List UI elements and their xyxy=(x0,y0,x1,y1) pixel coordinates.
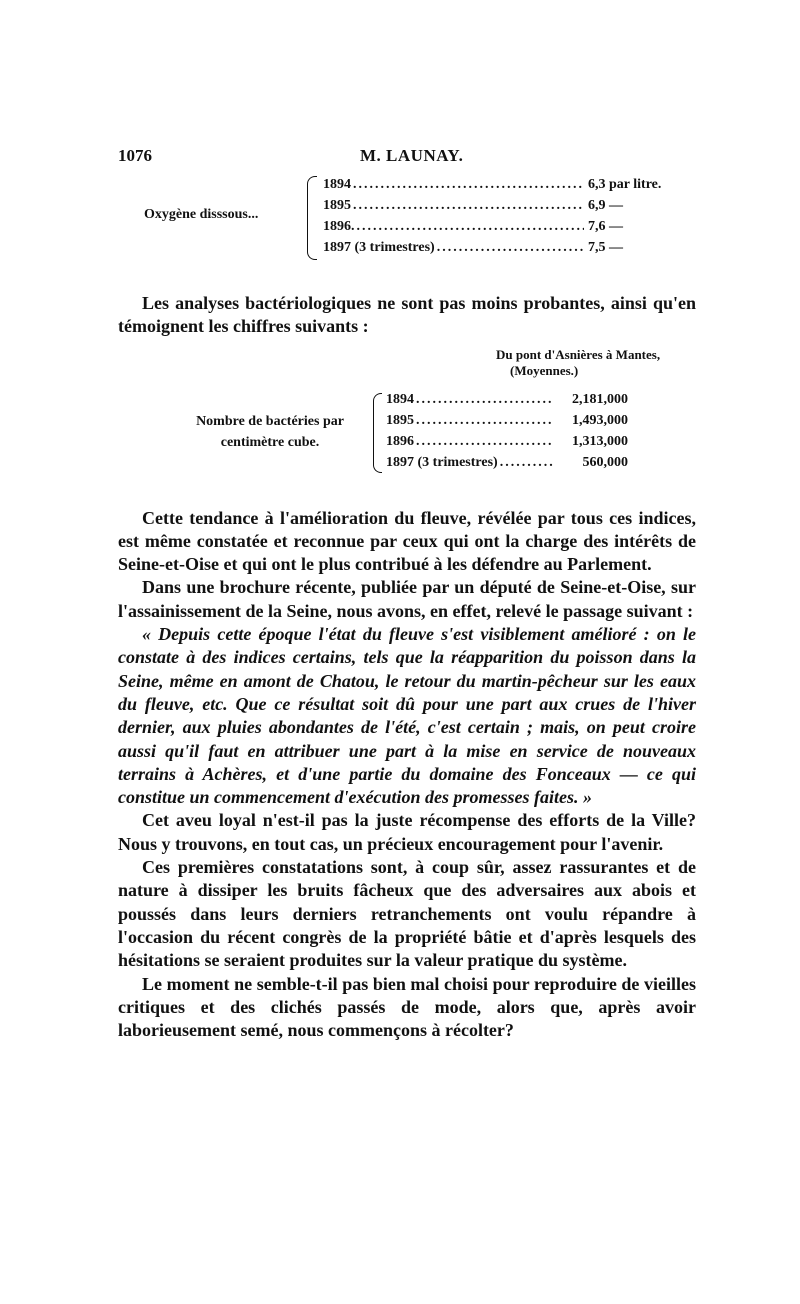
oxygen-table xyxy=(118,176,696,268)
row-value: 7,6 — xyxy=(588,219,623,234)
leader-dots xyxy=(416,389,554,410)
leader-dots xyxy=(500,452,554,473)
bacteria-table-rows xyxy=(386,389,628,473)
oxygen-table-rows xyxy=(323,174,696,258)
column-header-line1: Du pont d'Asnières à Mantes, xyxy=(496,346,661,362)
row-year: 1897 (3 trimestres) xyxy=(323,240,435,255)
row-year: 1895 xyxy=(323,198,351,213)
bacteria-table-label xyxy=(170,411,370,453)
leader-dots xyxy=(437,237,584,258)
table-row xyxy=(386,431,628,452)
leader-dots xyxy=(416,431,554,452)
bacteria-label-line2: centimètre cube. xyxy=(220,434,320,450)
paragraph-after-table: Cette tendance à l'amélioration du fleuve, révélée par tous ces indices, est même constatée et reconnue par ceux qui ont la charge des intérêts de Seine-et-Oise et qui ont le plus contribué à les défendre au Parlement. xyxy=(118,507,696,575)
brace-icon xyxy=(373,393,382,473)
body-text-intro xyxy=(118,292,696,339)
table-row xyxy=(386,389,628,410)
leader-dots xyxy=(416,410,554,431)
table-row xyxy=(323,174,696,195)
brace-icon xyxy=(307,176,317,260)
row-value: 6,3 par litre. xyxy=(588,177,662,192)
body-text-main xyxy=(118,507,696,1043)
table-row xyxy=(323,195,696,216)
row-value: 2,181,000 xyxy=(572,391,628,407)
paragraph-aveu: Cet aveu loyal n'est-il pas la juste récompense des efforts de la Ville? Nous y trouvons, en tout cas, un précieux encouragement pour l'avenir. xyxy=(118,810,696,854)
table-row xyxy=(386,452,628,473)
row-value: 1,313,000 xyxy=(572,433,628,449)
row-year: 1894 xyxy=(386,391,414,407)
row-year: 1896 xyxy=(386,433,414,449)
bacteria-table xyxy=(118,391,696,477)
paragraph-moment: Le moment ne semble-t-il pas bien mal choisi pour reproduire de vieilles critiques et des clichés passés de mode, alors que, après avoir laborieusement semé, nous commençons à récolter? xyxy=(118,973,696,1041)
leader-dots xyxy=(353,174,584,195)
column-header-line2: (Moyennes.) xyxy=(510,362,579,378)
table-row xyxy=(386,410,628,431)
running-head-author: M. LAUNAY. xyxy=(360,146,464,165)
leader-dots xyxy=(357,216,585,237)
paragraph-constatations: Ces premières constatations sont, à coup sûr, assez rassurantes et de nature à dissiper les bruits fâcheux que des adversaires aux abois et poussés dans leurs derniers retranchements ont voulu répandre à l'occasion du récent congrès de la propriété bâtie et d'après lesquels des hésitations se seraient produites sur la valeur pratique du système. xyxy=(118,857,696,971)
paragraph-intro: Les analyses bactériologiques ne sont pas moins probantes, ainsi qu'en témoignent les chiffres suivants : xyxy=(118,293,696,337)
row-value: 560,000 xyxy=(582,454,628,470)
table-row xyxy=(323,237,696,258)
running-head xyxy=(118,140,696,170)
row-year: 1895 xyxy=(386,412,414,428)
paragraph-quote: « Depuis cette époque l'état du fleuve s'est visiblement amélioré : on le constate à des indices certains, tels que la réapparition du poisson dans la Seine, même en amont de Chatou, le retour du martin-pêcheur sur les eaux du fleuve, etc. Que ce résultat soit dû pour une part aux crues de l'hiver dernier, aux pluies abondantes de l'été, c'est certain ; mais, on peut croire aussi qu'il faut en attribuer une part à la mise en service de nouveaux terrains à Achères, et d'une partie du domaine des Fonceaux — ce qui constitue un commencement d'exécution des promesses faites. » xyxy=(118,624,696,808)
row-value: 1,493,000 xyxy=(572,412,628,428)
row-year: 1894 xyxy=(323,177,351,192)
bacteria-label-line1: Nombre de bactéries par xyxy=(196,413,344,429)
leader-dots xyxy=(353,195,584,216)
row-year: 1896. xyxy=(323,219,355,234)
page-number: 1076 xyxy=(118,146,152,165)
table-row xyxy=(323,216,696,237)
row-value: 6,9 — xyxy=(588,198,623,213)
document-page xyxy=(118,140,696,1042)
paragraph-brochure: Dans une brochure récente, publiée par un député de Seine-et-Oise, sur l'assainissement de la Seine, nous avons, en effet, relevé le passage suivant : xyxy=(118,577,696,621)
row-value: 7,5 — xyxy=(588,240,623,255)
oxygen-table-label: Oxygène disssous... xyxy=(144,207,259,222)
bacteria-column-header xyxy=(496,347,696,379)
row-year: 1897 (3 trimestres) xyxy=(386,454,498,470)
